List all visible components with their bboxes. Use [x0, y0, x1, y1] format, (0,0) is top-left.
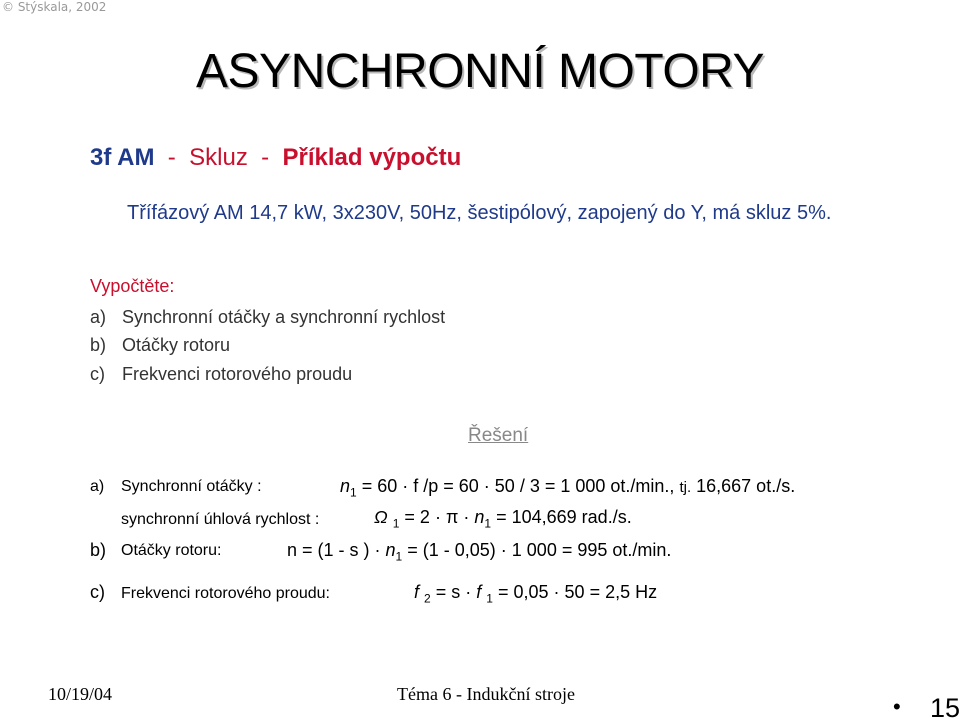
task-statement: Třífázový AM 14,7 kW, 3x230V, 50Hz, šestipólový, zapojený do Y, má skluz 5%.	[127, 202, 832, 224]
var-n: n	[385, 540, 396, 560]
item-text: Otáčky rotoru	[122, 335, 231, 355]
footer-date: 10/19/04	[48, 684, 113, 704]
var-n-sub: 1	[350, 485, 357, 500]
footer-topic: Téma 6 - Indukční stroje	[397, 684, 575, 704]
var-f1-sub: 1	[486, 591, 493, 606]
subtitle-am: 3f AM	[90, 144, 155, 171]
subtitle-skluz: Skluz	[189, 144, 248, 171]
solution-omega-text: synchronní úhlová rychlost :	[121, 511, 320, 528]
slide-subtitle	[90, 144, 461, 172]
solution-omega-equation	[374, 507, 632, 531]
bullet-icon: •	[893, 694, 901, 719]
page-number: 15	[930, 693, 960, 723]
item-text: Frekvenci rotorového proudu	[122, 364, 353, 384]
item-label: a)	[90, 307, 107, 327]
solution-heading: Řešení	[468, 425, 529, 446]
equation-rest: = (1 - 0,05) · 1 000 = 995 ot./min.	[407, 540, 672, 560]
calculate-item	[90, 307, 445, 328]
equation-rest: = 0,05 · 50 = 2,5 Hz	[498, 582, 658, 602]
equation-rest: = 104,669 rad./s.	[496, 507, 632, 527]
var-n-sub: 1	[395, 549, 403, 564]
equation-mid: = s ·	[435, 582, 472, 602]
slide-title: ASYNCHRONNÍ MOTORY	[196, 45, 764, 98]
item-text: Synchronní otáčky a synchronní rychlost	[122, 307, 446, 327]
var-omega-sub: 1	[392, 516, 400, 531]
equation-rest: = 60 · f /p = 60 · 50 / 3 = 1 000 ot./min.,	[361, 476, 675, 496]
subtitle-example: Příklad výpočtu	[282, 144, 462, 171]
equation-first: n = (1 - s ) ·	[287, 540, 381, 560]
var-n: n	[474, 507, 485, 527]
solution-b-equation	[287, 540, 671, 564]
solution-c-equation	[414, 582, 657, 606]
solution-b-text: Otáčky rotoru:	[121, 542, 222, 559]
var-n: n	[340, 476, 351, 496]
solution-c-label: c)	[90, 582, 105, 602]
calculate-item	[90, 364, 352, 385]
solution-a-equation	[340, 476, 795, 500]
item-label: c)	[90, 364, 105, 384]
subtitle-separator: -	[261, 144, 270, 171]
subtitle-separator: -	[167, 144, 176, 171]
solution-a-text: Synchronní otáčky :	[121, 478, 262, 495]
copyright-notice: © Stýskala, 2002	[2, 0, 107, 14]
calculate-item	[90, 335, 230, 356]
solution-c-text: Frekvenci rotorového proudu:	[121, 585, 330, 602]
calculate-heading: Vypočtěte:	[90, 276, 175, 296]
solution-a-label: a)	[90, 478, 105, 495]
equation-tj: tj.	[679, 479, 692, 496]
item-label: b)	[90, 335, 107, 355]
var-f1: f	[476, 582, 482, 602]
equation-tj-value: 16,667 ot./s.	[696, 476, 796, 496]
var-f2-sub: 2	[424, 591, 431, 606]
var-n-sub: 1	[484, 516, 492, 531]
var-omega: Ω	[374, 507, 388, 527]
equation-mid: = 2 · π ·	[404, 507, 470, 527]
solution-b-label: b)	[90, 540, 107, 560]
var-f2: f	[414, 582, 420, 602]
